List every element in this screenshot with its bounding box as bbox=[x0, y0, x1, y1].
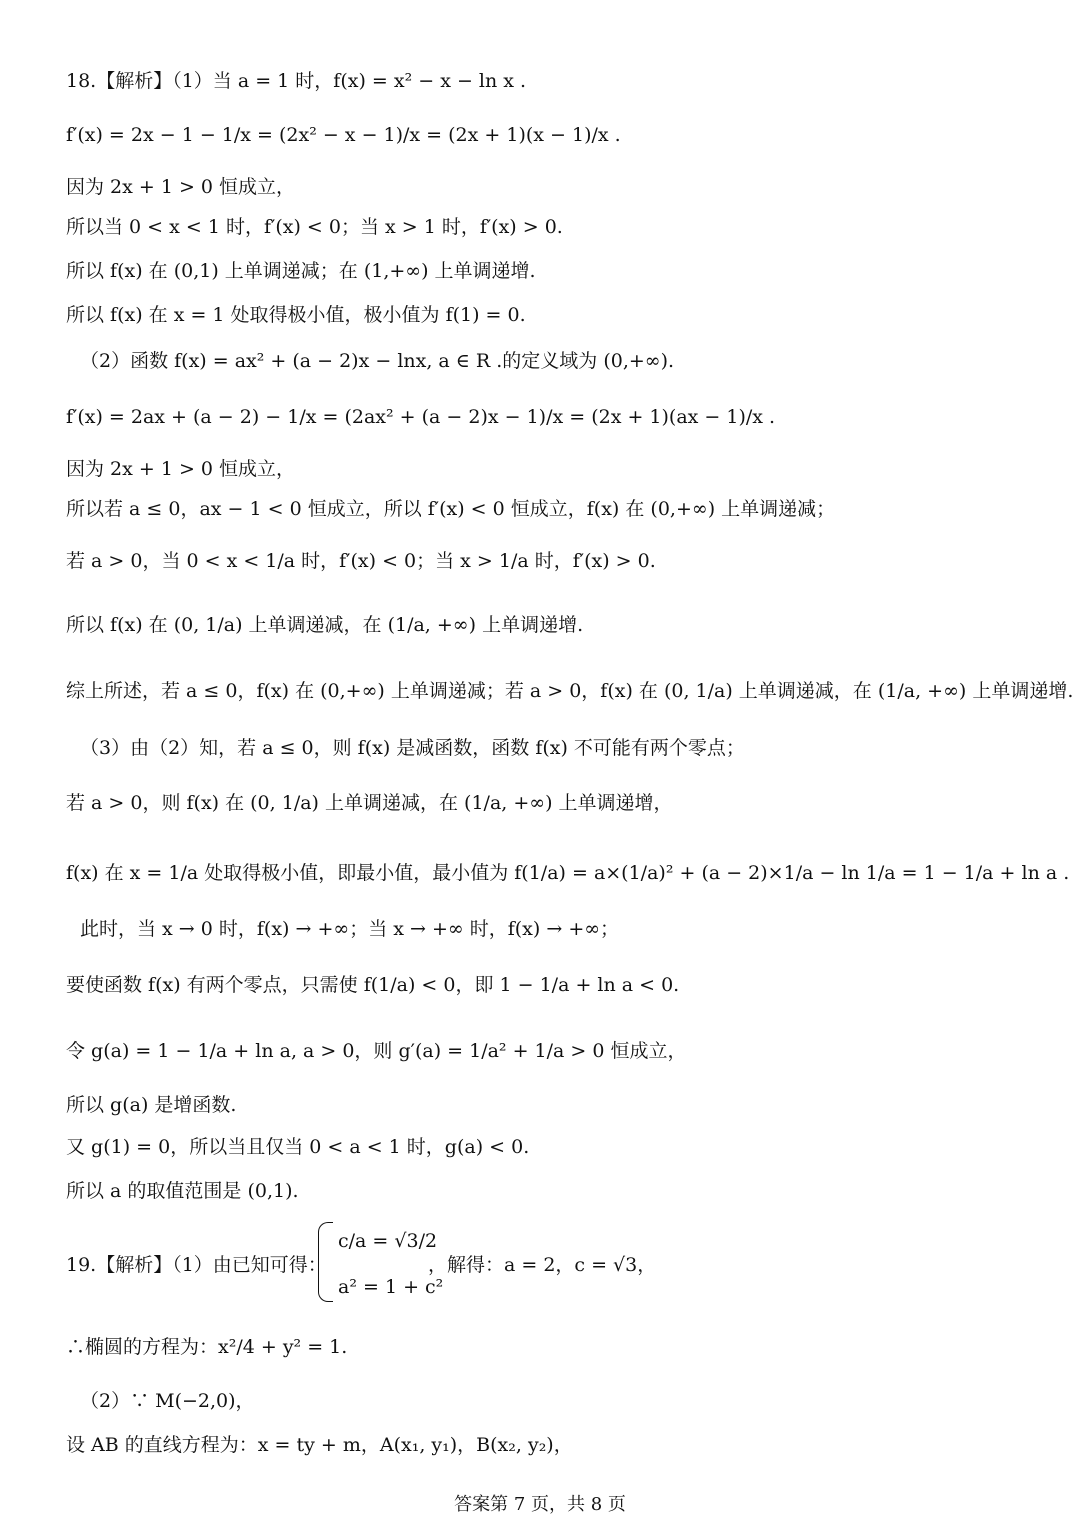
line-monotonic-3: 若 a > 0，则 f(x) 在 (0, 1/a) 上单调递减，在 (1/a, +∞) 上单调递增， bbox=[66, 792, 673, 814]
line-define-g: 令 g(a) = 1 − 1/a + ln a, a > 0，则 g′(a) = 1/a² + 1/a > 0 恒成立， bbox=[66, 1040, 687, 1062]
system-eq-2: a² = 1 + c² bbox=[338, 1276, 444, 1298]
line-ab-equation: 设 AB 的直线方程为：x = ty + m，A(x₁, y₁)，B(x₂, y₂)， bbox=[66, 1434, 573, 1456]
page-footer: 答案第 7 页，共 8 页 bbox=[454, 1494, 626, 1515]
line-summary: 综上所述，若 a ≤ 0，f(x) 在 (0,+∞) 上单调递减；若 a > 0，f(x) 在 (0, 1/a) 上单调递减，在 (1/a, +∞) 上单调递增. bbox=[66, 680, 1074, 702]
line-positive-note-1: 因为 2x + 1 > 0 恒成立， bbox=[66, 176, 296, 198]
line-limits: 此时，当 x → 0 时，f(x) → +∞；当 x → +∞ 时，f(x) → +∞； bbox=[80, 918, 620, 940]
line-g-at-1: 又 g(1) = 0，所以当且仅当 0 < a < 1 时，g(a) < 0. bbox=[66, 1136, 530, 1158]
line-monotonic-1: 所以 f(x) 在 (0,1) 上单调递减；在 (1,+∞) 上单调递增. bbox=[66, 260, 536, 282]
line-19-solution: ，解得：a = 2，c = √3， bbox=[428, 1254, 657, 1276]
equation-system-brace bbox=[318, 1222, 333, 1302]
line-part-3-intro: （3）由（2）知，若 a ≤ 0，则 f(x) 是减函数，函数 f(x) 不可能有两个零点； bbox=[80, 737, 745, 759]
line-minimum-1: 所以 f(x) 在 x = 1 处取得极小值，极小值为 f(1) = 0. bbox=[66, 304, 526, 326]
line-case-a-pos: 若 a > 0，当 0 < x < 1/a 时，f′(x) < 0；当 x > 1/a 时，f′(x) > 0. bbox=[66, 550, 656, 572]
line-sign-analysis-1: 所以当 0 < x < 1 时，f′(x) < 0；当 x > 1 时，f′(x) > 0. bbox=[66, 216, 563, 238]
line-19-heading: 19.【解析】（1）由已知可得： bbox=[66, 1254, 327, 1276]
line-minimum-value: f(x) 在 x = 1/a 处取得极小值，即最小值，最小值为 f(1/a) = a×(1/a)² + (a − 2)×1/a − ln 1/a = 1 − 1/a + ln a . bbox=[66, 862, 1070, 884]
system-eq-1: c/a = √3/2 bbox=[338, 1230, 438, 1252]
line-derivative-1: f′(x) = 2x − 1 − 1/x = (2x² − x − 1)/x = (2x + 1)(x − 1)/x . bbox=[66, 124, 621, 146]
line-zero-condition: 要使函数 f(x) 有两个零点，只需使 f(1/a) < 0，即 1 − 1/a + ln a < 0. bbox=[66, 974, 680, 996]
line-ellipse-equation: ∴椭圆的方程为：x²/4 + y² = 1. bbox=[66, 1336, 348, 1358]
line-18-heading: 18.【解析】（1）当 a = 1 时，f(x) = x² − x − ln x . bbox=[66, 70, 527, 92]
line-part-2-domain: （2）函数 f(x) = ax² + (a − 2)x − lnx, a ∈ R .的定义域为 (0,+∞). bbox=[80, 350, 675, 372]
line-derivative-2: f′(x) = 2ax + (a − 2) − 1/x = (2ax² + (a − 2)x − 1)/x = (2x + 1)(ax − 1)/x . bbox=[66, 406, 776, 428]
line-range-a: 所以 a 的取值范围是 (0,1). bbox=[66, 1180, 299, 1202]
line-monotonic-2: 所以 f(x) 在 (0, 1/a) 上单调递减，在 (1/a, +∞) 上单调递增. bbox=[66, 614, 584, 636]
line-case-a-nonpos: 所以若 a ≤ 0，ax − 1 < 0 恒成立，所以 f′(x) < 0 恒成立，f(x) 在 (0,+∞) 上单调递减； bbox=[66, 498, 836, 520]
line-positive-note-2: 因为 2x + 1 > 0 恒成立， bbox=[66, 458, 296, 480]
line-point-m: （2）∵ M(−2,0)， bbox=[80, 1390, 255, 1412]
line-g-increasing: 所以 g(a) 是增函数. bbox=[66, 1094, 237, 1116]
